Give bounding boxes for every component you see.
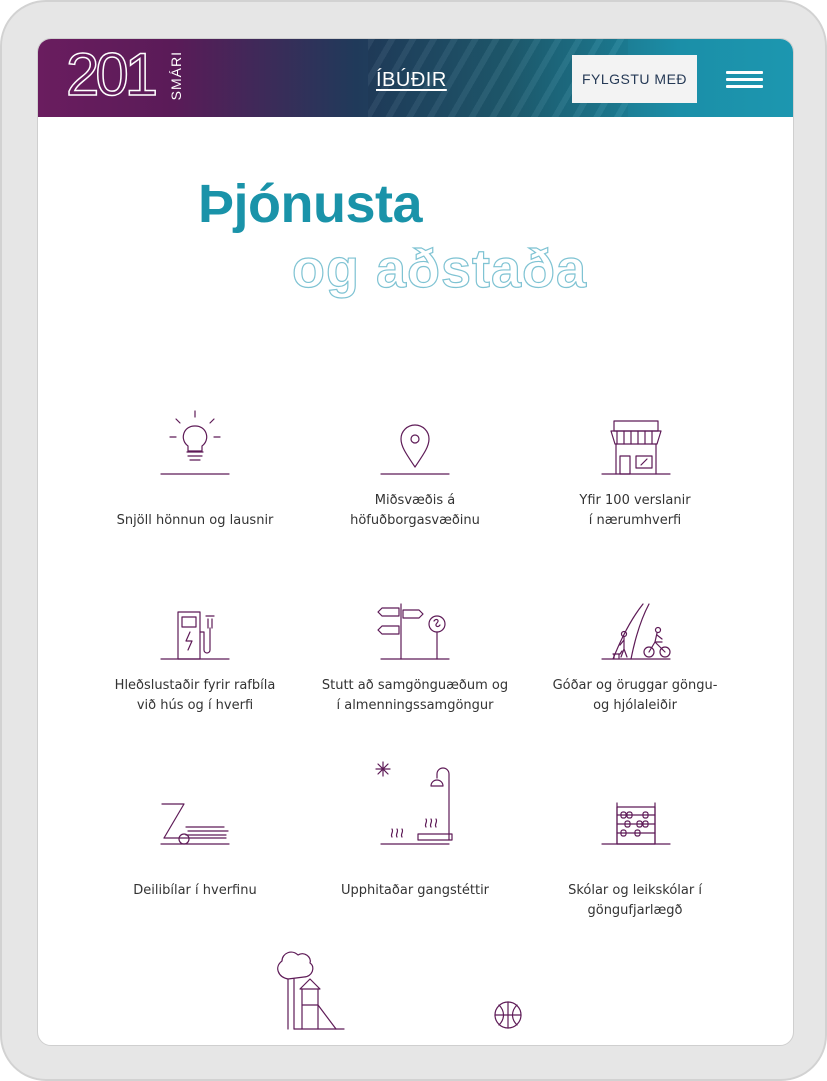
feature-label: Miðsvæðis á höfuðborgasvæðinu [350, 493, 480, 528]
feature-label: Stutt að samgönguæðum og í almenningssamgöngur [321, 678, 509, 713]
playground-icon [260, 959, 350, 1029]
section-subtitle: og aðstaða [292, 239, 588, 299]
feature-label: Upphitaðar gangstéttir [340, 883, 490, 898]
feature-label: Skólar og leikskólar í göngufjarlægð [568, 883, 702, 918]
site-header [38, 39, 794, 117]
hamburger-menu-icon[interactable] [726, 71, 763, 89]
ev-charger-icon [150, 592, 240, 662]
tablet-screen [37, 38, 794, 1046]
basketball-icon [488, 984, 528, 1024]
walk-bike-path-icon [591, 592, 681, 662]
logo-word: SMÁRI [168, 51, 184, 101]
section-title: Þjónusta [198, 174, 423, 234]
follow-button[interactable]: FYLGSTU MEÐ [572, 55, 697, 103]
car-sharing-icon [150, 777, 240, 847]
lightbulb-icon [150, 407, 240, 477]
feature-label: Góðar og öruggar göngu- og hjólaleiðir [552, 678, 718, 713]
logo-number: 201 [66, 41, 155, 108]
feature-label: Deilibílar í hverfinu [133, 883, 257, 898]
logo[interactable] [66, 41, 186, 109]
storefront-icon [591, 407, 681, 477]
feature-label: Snjöll hönnun og lausnir [116, 513, 274, 528]
map-pin-icon [370, 407, 460, 477]
heated-sidewalk-icon [370, 777, 460, 847]
signpost-icon [370, 592, 460, 662]
feature-label: Hleðslustaðir fyrir rafbíla við hús og í hverfi [114, 678, 276, 713]
abacus-icon [591, 777, 681, 847]
nav-link-ibudir[interactable]: ÍBÚÐIR [376, 69, 447, 91]
feature-label: Yfir 100 verslanir í nærumhverfi [579, 493, 691, 528]
